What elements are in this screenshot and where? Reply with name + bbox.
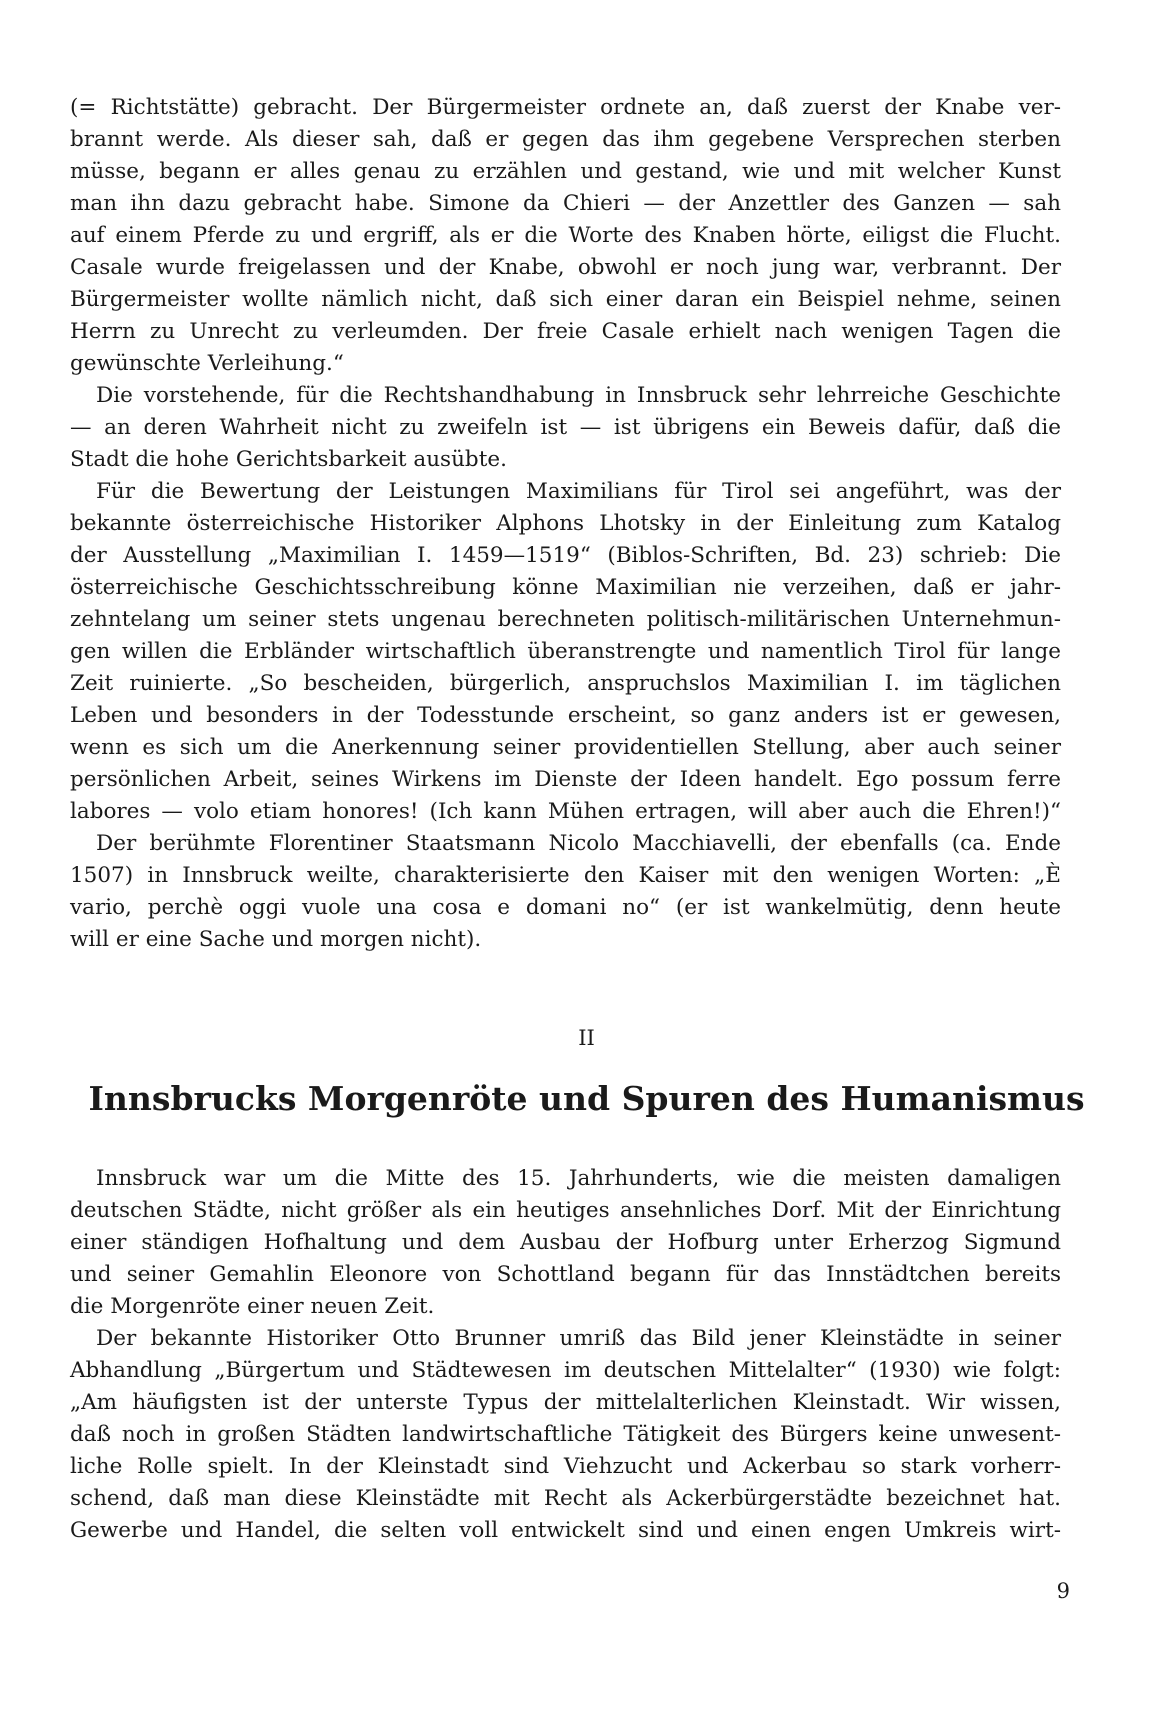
- text-line: daß noch in großen Städten landwirtschaftliche Tätigkeit des Bürgers keine unwesent-: [70, 1422, 1061, 1447]
- text-line: persönlichen Arbeit, seines Wirkens im Dienste der Ideen handelt. Ego possum ferre: [70, 767, 1061, 792]
- text-line: Gewerbe und Handel, die selten voll entwickelt sind und einen engen Umkreis wirt-: [70, 1518, 1061, 1543]
- text-line: zehntelang um seiner stets ungenau berechneten politisch-militärischen Unternehmun-: [70, 607, 1061, 632]
- text-line: und seiner Gemahlin Eleonore von Schottland begann für das Innstädtchen bereits: [70, 1262, 1061, 1287]
- text-line: (= Richtstätte) gebracht. Der Bürgermeister ordnete an, daß zuerst der Knabe ver-: [70, 95, 1061, 120]
- text-line: einer ständigen Hofhaltung und dem Ausbau der Hofburg unter Erherzog Sigmund: [70, 1230, 1061, 1255]
- text-line: schend, daß man diese Kleinstädte mit Recht als Ackerbürgerstädte bezeichnet hat.: [70, 1486, 1061, 1511]
- text-line: Casale wurde freigelassen und der Knabe, obwohl er noch jung war, verbrannt. Der: [70, 255, 1061, 280]
- text-line: der Ausstellung „Maximilian I. 1459—1519“ (Biblos-Schriften, Bd. 23) schrieb: Die: [70, 543, 1061, 568]
- text-line: gewünschte Verleihung.“: [70, 351, 344, 376]
- text-line: — an deren Wahrheit nicht zu zweifeln ist — ist übrigens ein Beweis dafür, daß die: [70, 415, 1061, 440]
- section-number: II: [578, 1026, 595, 1050]
- text-line: Der bekannte Historiker Otto Brunner umriß das Bild jener Kleinstädte in seiner: [96, 1326, 1061, 1351]
- text-line: will er eine Sache und morgen nicht).: [70, 927, 482, 952]
- text-line: Zeit ruinierte. „So bescheiden, bürgerlich, anspruchslos Maximilian I. im täglichen: [70, 671, 1061, 696]
- text-line: Bürgermeister wollte nämlich nicht, daß sich einer daran ein Beispiel nehme, seinen: [70, 287, 1061, 312]
- text-line: brannt werde. Als dieser sah, daß er gegen das ihm gegebene Versprechen sterben: [70, 127, 1061, 152]
- text-line: vario, perchè oggi vuole una cosa e domani no“ (er ist wankelmütig, denn heute: [70, 895, 1061, 920]
- text-line: liche Rolle spielt. In der Kleinstadt sind Viehzucht und Ackerbau so stark vorherr-: [70, 1454, 1061, 1479]
- text-line: Für die Bewertung der Leistungen Maximilians für Tirol sei angeführt, was der: [96, 479, 1061, 504]
- text-line: österreichische Geschichtsschreibung könne Maximilian nie verzeihen, daß er jahr-: [70, 575, 1061, 600]
- text-line: man ihn dazu gebracht habe. Simone da Chieri — der Anzettler des Ganzen — sah: [70, 191, 1061, 216]
- text-line: auf einem Pferde zu und ergriff, als er die Worte des Knaben hörte, eiligst die Flucht.: [70, 223, 1061, 248]
- text-line: die Morgenröte einer neuen Zeit.: [70, 1294, 435, 1319]
- text-line: Herrn zu Unrecht zu verleumden. Der freie Casale erhielt nach wenigen Tagen die: [70, 319, 1061, 344]
- text-line: Innsbruck war um die Mitte des 15. Jahrhunderts, wie die meisten damaligen: [96, 1166, 1061, 1191]
- page-number: 9: [1056, 1579, 1070, 1603]
- text-line: Abhandlung „Bürgertum und Städtewesen im deutschen Mittelalter“ (1930) wie folgt:: [70, 1358, 1061, 1383]
- text-line: Der berühmte Florentiner Staatsmann Nicolo Macchiavelli, der ebenfalls (ca. Ende: [96, 831, 1061, 856]
- text-line: „Am häufigsten ist der unterste Typus der mittelalterlichen Kleinstadt. Wir wissen,: [70, 1390, 1061, 1415]
- text-line: labores — volo etiam honores! (Ich kann Mühen ertragen, will aber auch die Ehren!)“: [70, 799, 1061, 824]
- text-line: Stadt die hohe Gerichtsbarkeit ausübte.: [70, 447, 507, 472]
- text-line: wenn es sich um die Anerkennung seiner providentiellen Stellung, aber auch seiner: [70, 735, 1061, 760]
- top-text-block: [70, 92, 1061, 952]
- text-line: gen willen die Erbländer wirtschaftlich überanstrengte und namentlich Tirol für lange: [70, 639, 1061, 664]
- text-line: müsse, begann er alles genau zu erzählen und gestand, wie und mit welcher Kunst: [70, 159, 1061, 184]
- text-line: Leben und besonders in der Todesstunde erscheint, so ganz anders ist er gewesen,: [70, 703, 1061, 728]
- text-line: 1507) in Innsbruck weilte, charakterisierte den Kaiser mit den wenigen Worten: „È: [70, 863, 1061, 888]
- text-line: Die vorstehende, für die Rechtshandhabung in Innsbruck sehr lehrreiche Geschichte: [96, 383, 1061, 408]
- text-line: deutschen Städte, nicht größer als ein heutiges ansehnliches Dorf. Mit der Einrichtung: [70, 1198, 1061, 1223]
- text-line: bekannte österreichische Historiker Alphons Lhotsky in der Einleitung zum Katalog: [70, 511, 1061, 536]
- section-title: Innsbrucks Morgenröte und Spuren des Humanismus: [88, 1079, 1085, 1118]
- bottom-text-block: [70, 1163, 1061, 1553]
